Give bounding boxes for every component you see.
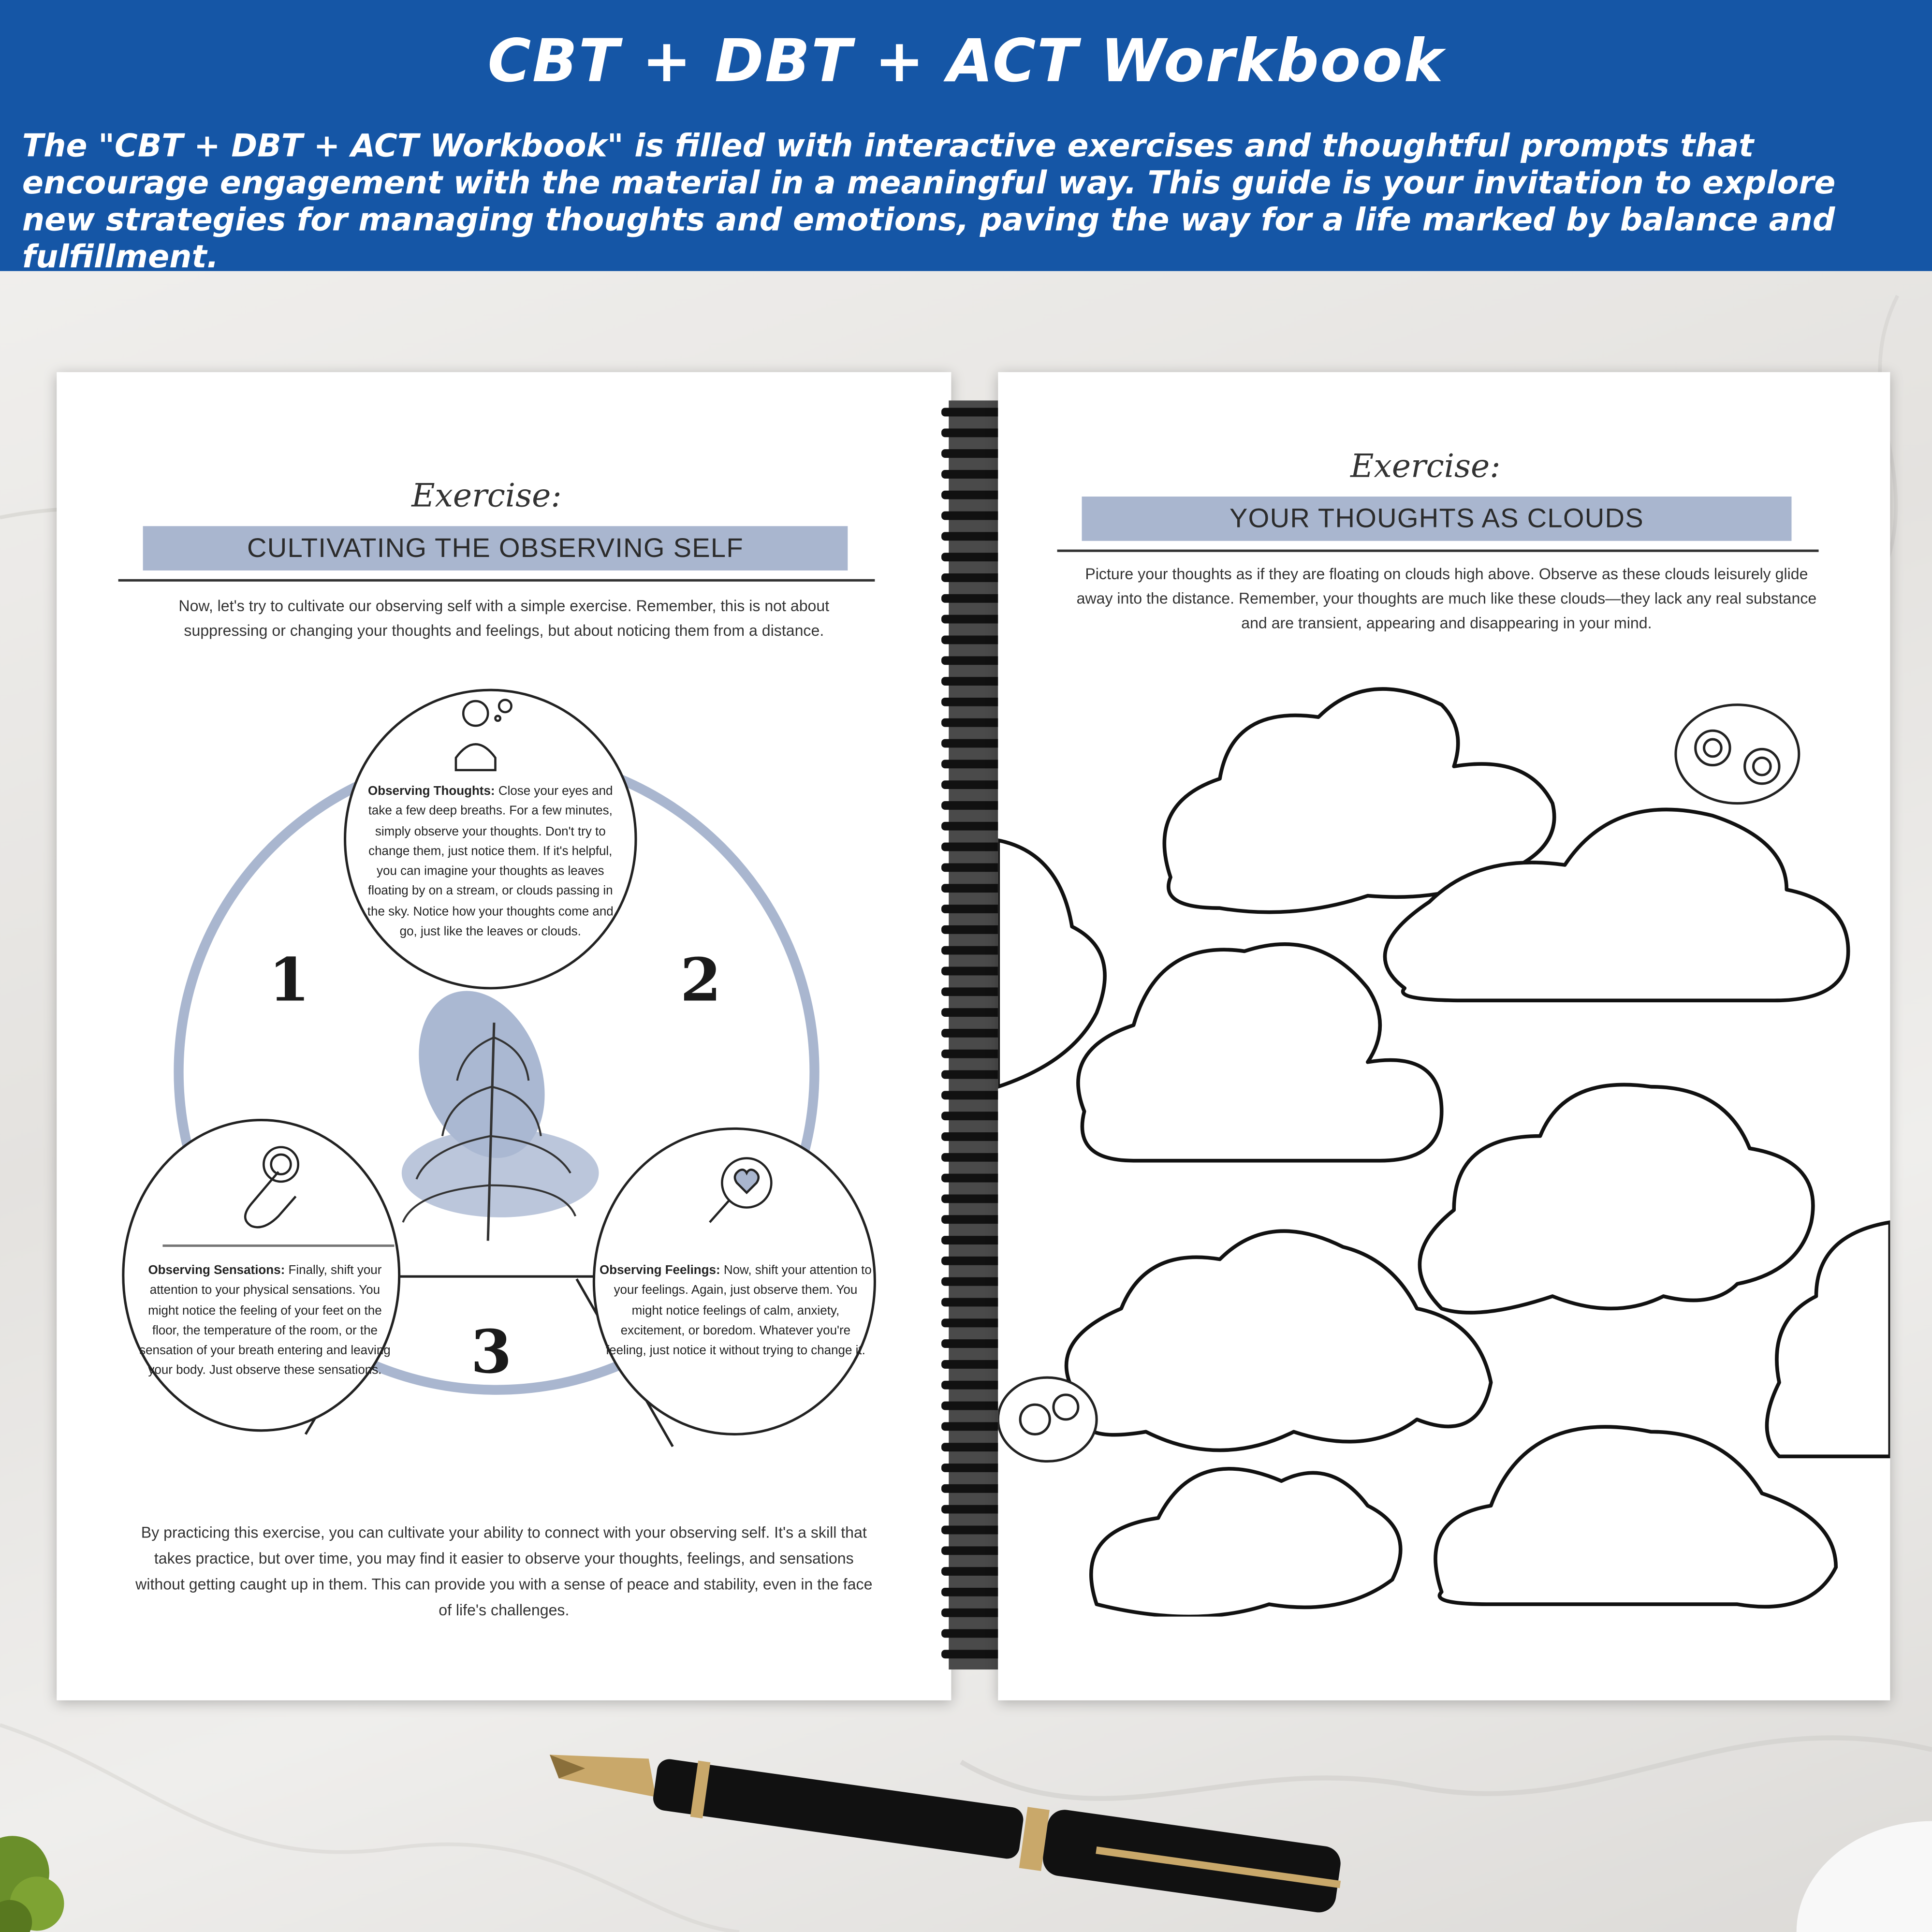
spiral-coil [941, 1381, 1006, 1390]
spiral-coil [941, 967, 1006, 976]
circle-sensations-body: Finally, shift your attention to your physical sensations. You might notice the feeling of your feet on the floor, the temperature of the room, or the sensation of your breath entering and leaving your body. Just observe these sensations. [139, 1264, 391, 1378]
spiral-coil [941, 615, 1006, 624]
page-title: YOUR THOUGHTS AS CLOUDS [1082, 497, 1792, 541]
spiral-binding [941, 400, 1006, 1669]
cloud-drawing-area [998, 680, 1890, 1617]
spiral-coil [941, 636, 1006, 644]
number-1: 1 [268, 946, 310, 1015]
spiral-coil [941, 1505, 1006, 1514]
spiral-coil [941, 698, 1006, 706]
page-title: CULTIVATING THE OBSERVING SELF [143, 526, 848, 571]
spiral-coil [941, 1464, 1006, 1472]
spiral-coil [941, 677, 1006, 686]
cloud-4 [1420, 1085, 1813, 1313]
spiral-coil [941, 1070, 1006, 1079]
number-2: 2 [680, 946, 721, 1015]
spiral-coil [941, 1360, 1006, 1369]
circle-feelings-body: Now, shift your attention to your feelings. Again, just observe them. You might notice feelings of calm, anxiety, excitement, or boredom. Whatever you're feeling, just notice it without trying to change it. [605, 1264, 872, 1358]
cloud-3 [1078, 944, 1442, 1161]
circle-thoughts-body: Close your eyes and take a few deep breaths. For a few minutes, simply observe your thoughts. Don't try to change them, just notice them. If it's helpful, you can imagine your thoughts as leaves floating by on a stream, or clouds passing in the sky. Notice how your thoughts come and go, just like the leaves or clouds. [367, 785, 614, 939]
left-page [57, 372, 951, 1700]
spiral-coil [941, 987, 1006, 996]
spiral-coil [941, 1318, 1006, 1327]
spiral-coil [941, 1257, 1006, 1265]
spiral-coil [941, 1236, 1006, 1244]
spiral-coil [941, 822, 1006, 831]
spiral-coil [941, 1112, 1006, 1120]
spiral-coil [941, 1588, 1006, 1596]
circle-sensations-text [133, 1262, 396, 1382]
spiral-coil [941, 1029, 1006, 1038]
spiral-coil [941, 1277, 1006, 1286]
cloud-6 [1091, 1469, 1401, 1617]
spiral-coil [941, 656, 1006, 665]
spiral-coil [941, 739, 1006, 748]
spiral-coil [941, 1194, 1006, 1203]
spiral-coil [941, 594, 1006, 603]
fountain-pen [543, 1738, 1346, 1915]
spiral-coil [941, 1422, 1006, 1431]
intro-text: Picture your thoughts as if they are floating on clouds high above. Observe as these clouds leisurely glide away into the distance. Remember, your thoughts are much like these clouds—they lack any real substance and are transient, appearing and disappearing in your mind. [1076, 565, 1817, 632]
spiral-coil [941, 491, 1006, 499]
spiral-coil [941, 1629, 1006, 1638]
banner-title: CBT + DBT + ACT Workbook [487, 27, 1445, 96]
spiral-coil [941, 1609, 1006, 1617]
spiral-coil [941, 428, 1006, 437]
right-page [998, 372, 1890, 1700]
outro-text: By practicing this exercise, you can cultivate your ability to connect with your observing self. It's a skill that takes practice, but over time, you may find it easier to observe your thoughts, feelings, and sensations without getting caught up in them. This can provide you with a sense of peace and stability, even in the face of life's challenges. [135, 1524, 873, 1619]
spiral-coil [941, 1443, 1006, 1451]
spiral-coil [941, 1339, 1006, 1348]
number-3: 3 [470, 1318, 512, 1388]
spiral-coil [941, 1526, 1006, 1535]
spiral-coil [941, 512, 1006, 520]
spiral-coil [941, 905, 1006, 913]
spiral-coil [941, 1132, 1006, 1141]
spiral-coil [941, 449, 1006, 458]
spiral-coil [941, 470, 1006, 479]
banner-description: The "CBT + DBT + ACT Workbook" is filled with interactive exercises and thoughtful prompts that encourage engagement with the material in a meaningful way. This guide is your invitation to explore new strategies for managing thoughts and emotions, paving the way for a life marked by balance and fulfillment. [22, 128, 1836, 276]
spiral-coil [941, 863, 1006, 872]
circle-thoughts-text [360, 782, 621, 943]
spiral-coil [941, 1050, 1006, 1058]
spiral-coil [941, 780, 1006, 789]
spiral-coil [941, 1567, 1006, 1576]
spiral-coil [941, 1650, 1006, 1658]
spiral-coil [941, 1153, 1006, 1162]
circle-sensations-heading: Observing Sensations: [148, 1264, 285, 1278]
spiral-coil [941, 843, 1006, 851]
spiral-coil [941, 760, 1006, 768]
intro-text: Now, let's try to cultivate our observing self with a simple exercise. Remember, this is not about suppressing or changing your thoughts and feelings, but about noticing them from a distance. [178, 598, 830, 640]
spiral-coil [941, 925, 1006, 934]
leaf-illustration [396, 973, 599, 1241]
spiral-coil [941, 1484, 1006, 1493]
spiral-coil [941, 718, 1006, 727]
spiral-coil [941, 532, 1006, 541]
circle-feelings-text [599, 1262, 873, 1362]
spiral-coil [941, 946, 1006, 955]
spiral-coil [941, 884, 1006, 893]
exercise-label: Exercise: [411, 478, 562, 515]
circle-feelings-heading: Observing Feelings: [600, 1264, 720, 1278]
title-rule [1057, 550, 1819, 552]
spiral-coil [941, 801, 1006, 810]
spiral-coil [941, 1174, 1006, 1183]
spiral-coil [941, 1402, 1006, 1410]
title-rule [118, 579, 875, 582]
spiral-coil [941, 553, 1006, 561]
exercise-label: Exercise: [1350, 448, 1501, 486]
spiral-coil [941, 573, 1006, 582]
spiral-coil [941, 408, 1006, 417]
circle-thoughts-heading: Observing Thoughts: [368, 785, 495, 799]
spiral-coil [941, 1298, 1006, 1307]
spiral-coil [941, 1091, 1006, 1099]
spiral-coil [941, 1546, 1006, 1555]
header-banner [0, 0, 1932, 276]
spiral-coil [941, 1008, 1006, 1017]
spiral-coil [941, 1215, 1006, 1224]
